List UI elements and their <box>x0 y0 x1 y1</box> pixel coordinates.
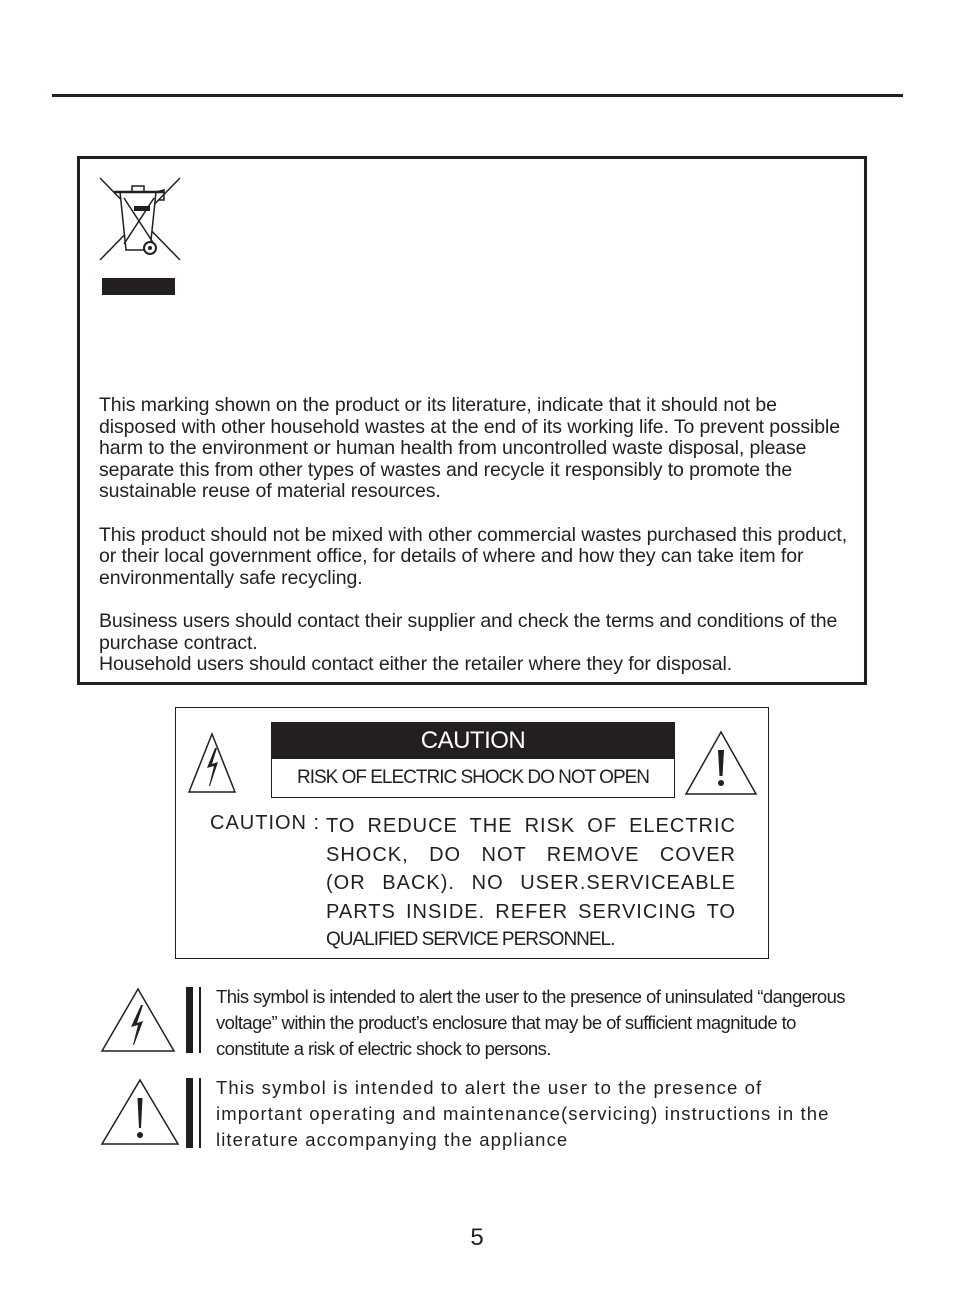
exclamation-triangle-icon <box>100 1078 180 1146</box>
caution-line: (OR BACK). NO USER.SERVICEABLE <box>326 872 736 894</box>
symbol-text: This symbol is intended to alert the user to the presence of important operating and maintenance(servicing) instructions in the literature accompanying the appliance <box>216 1077 830 1150</box>
lightning-triangle-icon <box>187 732 237 794</box>
weee-paragraph-3 <box>99 611 859 676</box>
caution-heading: CAUTION <box>272 723 674 759</box>
caution-line: QUALIFIED SERVICE PERSONNEL. <box>326 929 615 950</box>
weee-black-bar <box>102 278 175 295</box>
caution-statement <box>326 812 736 955</box>
caution-line: PARTS INSIDE. REFER SERVICING TO <box>326 900 736 923</box>
weee-paragraph-3-line-1: Business users should contact their supplier and check the terms and conditions of the purchase contract. <box>99 609 838 654</box>
weee-paragraph-2: This product should not be mixed with other commercial wastes purchased this product, or their local government office, for details of where and how they can take item for environmentally safe recycling. <box>99 523 848 589</box>
weee-text <box>99 395 859 676</box>
caution-line: SHOCK, DO NOT REMOVE COVER <box>326 843 736 866</box>
weee-paragraph-1: This marking shown on the product or its literature, indicate that it should not be disposed with other household wastes at the end of its working life. To prevent possible harm to the environment or human health from uncontrolled waste disposal, please separate this from other types of wastes and recycle it responsibly to promote the sustainable reuse of material resources. <box>99 394 840 503</box>
crossed-out-wheelie-bin-icon <box>98 176 182 262</box>
top-rule <box>52 94 903 97</box>
symbol-explanation-voltage <box>100 987 860 1057</box>
page-number: 5 <box>470 1224 484 1251</box>
lightning-triangle-icon <box>100 987 176 1053</box>
caution-label <box>271 722 675 798</box>
caution-prefix: CAUTION : <box>210 812 321 834</box>
symbol-explanation-instructions <box>100 1078 860 1148</box>
weee-paragraph-3-line-2: Household users should contact either the retailer where they for disposal. <box>99 653 733 676</box>
weee-notice-box <box>77 156 867 685</box>
caution-box <box>175 707 769 959</box>
caution-line: TO REDUCE THE RISK OF ELECTRIC <box>326 815 736 837</box>
caution-subheading: RISK OF ELECTRIC SHOCK DO NOT OPEN <box>296 767 650 788</box>
exclamation-triangle-icon <box>684 730 758 796</box>
symbol-text: This symbol is intended to alert the user to the presence of uninsulated “dangerous voltage” within the product’s enclosure that may be of sufficient magnitude to constitute a risk of electric shock to persons. <box>216 986 845 1059</box>
